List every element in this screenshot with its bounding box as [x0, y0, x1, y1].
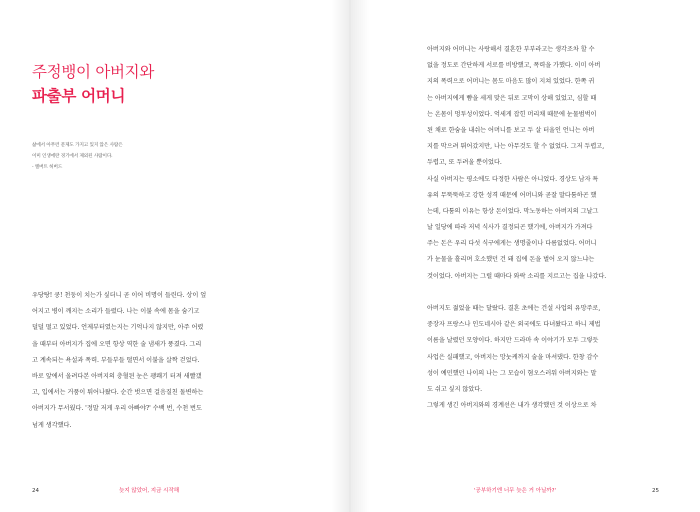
- chapter-title: [32, 60, 154, 108]
- text-line: 성이 예민했던 나이의 나는 그 모습이 혐오스러워 아버지와는 말: [427, 369, 597, 377]
- page-number: 24: [32, 488, 39, 494]
- running-title: '공부하기엔 너무 늦은 거 아닐까?': [474, 488, 557, 494]
- text-line: 넘게 생각했다.: [32, 421, 72, 429]
- paragraph-gap: [427, 285, 700, 301]
- text-line: 는데, 다툼의 이유는 항상 돈이었다. 막노동하는 아버지의 그날그: [427, 207, 599, 215]
- text-line: 그렇게 생긴 아버지와의 경계선은 내가 생각했던 것 이상으로 차: [427, 402, 597, 410]
- text-line: 중장자 프랑스나 인도네시아 같은 외국에도 다녀왔다고 하니 제법: [427, 321, 601, 329]
- text-line: 는 아버지에게 뺨을 세게 맞은 뒤로 고막이 상해 있었고, 심할 때: [427, 94, 597, 102]
- paragraph: [427, 172, 700, 285]
- text-line: 사실 아버지는 평소에도 다정한 사람은 아니었다. 경상도 남자 특: [427, 175, 599, 183]
- text-line: 된 채로 한숨을 내쉬는 어머니를 보고 두 살 터울인 언니는 아버: [427, 126, 595, 134]
- left-page: [0, 0, 349, 512]
- paragraph: [427, 301, 700, 398]
- chapter-title-line2: 파출부 어머니: [32, 87, 126, 105]
- right-footer: [652, 487, 659, 495]
- page-number: 25: [652, 488, 659, 494]
- text-line: 아버지가 무서웠다. '정말 저게 우리 아빠야?' 수백 번, 수천 번도: [32, 405, 202, 413]
- text-line: 우당탕! 쿵! 천둥이 치는가 싶더니 곧 이어 비명이 들린다. 상이 엎: [32, 292, 207, 299]
- text-line: 도 쉬고 싶지 않았다.: [427, 385, 483, 393]
- text-line: 어지고 병이 깨지는 소리가 들렸다. 나는 이불 속에 몸을 숨기고: [32, 308, 200, 316]
- text-line: 덜덜 떨고 있었다. 언제부터였는지는 기억나지 않지만, 아주 어렸: [32, 324, 204, 332]
- text-line: 는 온몸이 멍투성이었다. 억세게 잡힌 머리채 때문에 눈물범벅이: [427, 110, 597, 118]
- text-line: 날 일당에 따라 저녁 식사가 결정되곤 했기에, 아버지가 가져다: [427, 224, 593, 232]
- gutter-shadow: [351, 0, 369, 512]
- text-line: 주는 돈은 우리 다섯 식구에게는 생명줄이나 다름없었다. 어머니: [427, 240, 597, 248]
- paragraph: [32, 288, 324, 434]
- right-running-title: [474, 487, 556, 495]
- epigraph-attribution: - 엘버트 허버드: [32, 165, 63, 171]
- text-line: 바로 앞에서 올려다본 아버지의 충혈된 눈은 괭쾌기 터져 새빨갰: [32, 372, 202, 380]
- epigraph: [32, 140, 232, 174]
- text-line: 아버지와 어머니는 사랑해서 결혼한 부부라고는 생각조차 할 수: [427, 46, 595, 53]
- text-line: 지를 막으려 뛰어갔지만, 나는 아무것도 할 수 없었다. 그저 두렵고,: [427, 143, 605, 151]
- text-line: 고 계속되는 욕설과 폭력. 부들부들 떨면서 이불을 살짝 걷었다.: [32, 356, 200, 364]
- left-body-text: [32, 288, 324, 434]
- gutter-shadow: [331, 0, 349, 512]
- text-line: 것이었다. 아버지는 그럴 때마다 와락 소리를 지르고는 집을 나갔다.: [427, 272, 607, 280]
- text-line: 이름을 날렸던 모양이다. 하지만 드라마 속 이야기가 모두 그렇듯: [427, 337, 599, 345]
- paragraph: [427, 42, 700, 172]
- text-line: 유의 무뚝뚝하고 강한 성격 때문에 어머니와 곧잘 말다툼하곤 했: [427, 191, 597, 199]
- text-line: 아버지도 젊었을 때는 달랐다. 결혼 초에는 건설 사업의 유망주로,: [427, 305, 601, 312]
- right-page: [351, 0, 700, 512]
- paragraph: [427, 398, 700, 414]
- left-footer: [32, 487, 39, 495]
- left-running-title: [119, 487, 179, 495]
- text-line: 사업은 실패했고, 아버지는 망눗케까지 술을 마셔댔다. 한창 감수: [427, 353, 599, 361]
- text-line: 없을 정도로 간단하게 서로를 비방했고, 폭력을 가했다. 이미 아버: [427, 62, 601, 70]
- right-body-text: [427, 42, 700, 414]
- running-title: 늦지 않았어, 지금 시작해: [119, 488, 180, 494]
- text-line: 가 눈물을 흘리며 호소했던 건 돼 집에 돈을 벌어 오지 않느냐는: [427, 256, 595, 264]
- text-line: 두렵고, 또 두려울 뿐이었다.: [427, 159, 502, 167]
- epigraph-line: 삶에서 아무런 문제도 가지고 있지 않은 사람은: [32, 143, 123, 148]
- epigraph-line: 이미 인생에란 경기에서 제외된 사람이다.: [32, 154, 113, 160]
- text-line: 을 때부터 아버지가 집에 오면 항상 역한 술 냄새가 풍겼다. 그리: [32, 340, 202, 348]
- text-line: 고, 입에서는 거품이 튀어나왔다. 순간 벗으면 걸음질친 돌변하는: [32, 389, 204, 397]
- text-line: 지의 폭력으로 어머니는 몸도 마음도 많이 지쳐 있었다. 한쪽 귀: [427, 78, 595, 86]
- chapter-title-line1: 주정뱅이 아버지와: [32, 63, 155, 81]
